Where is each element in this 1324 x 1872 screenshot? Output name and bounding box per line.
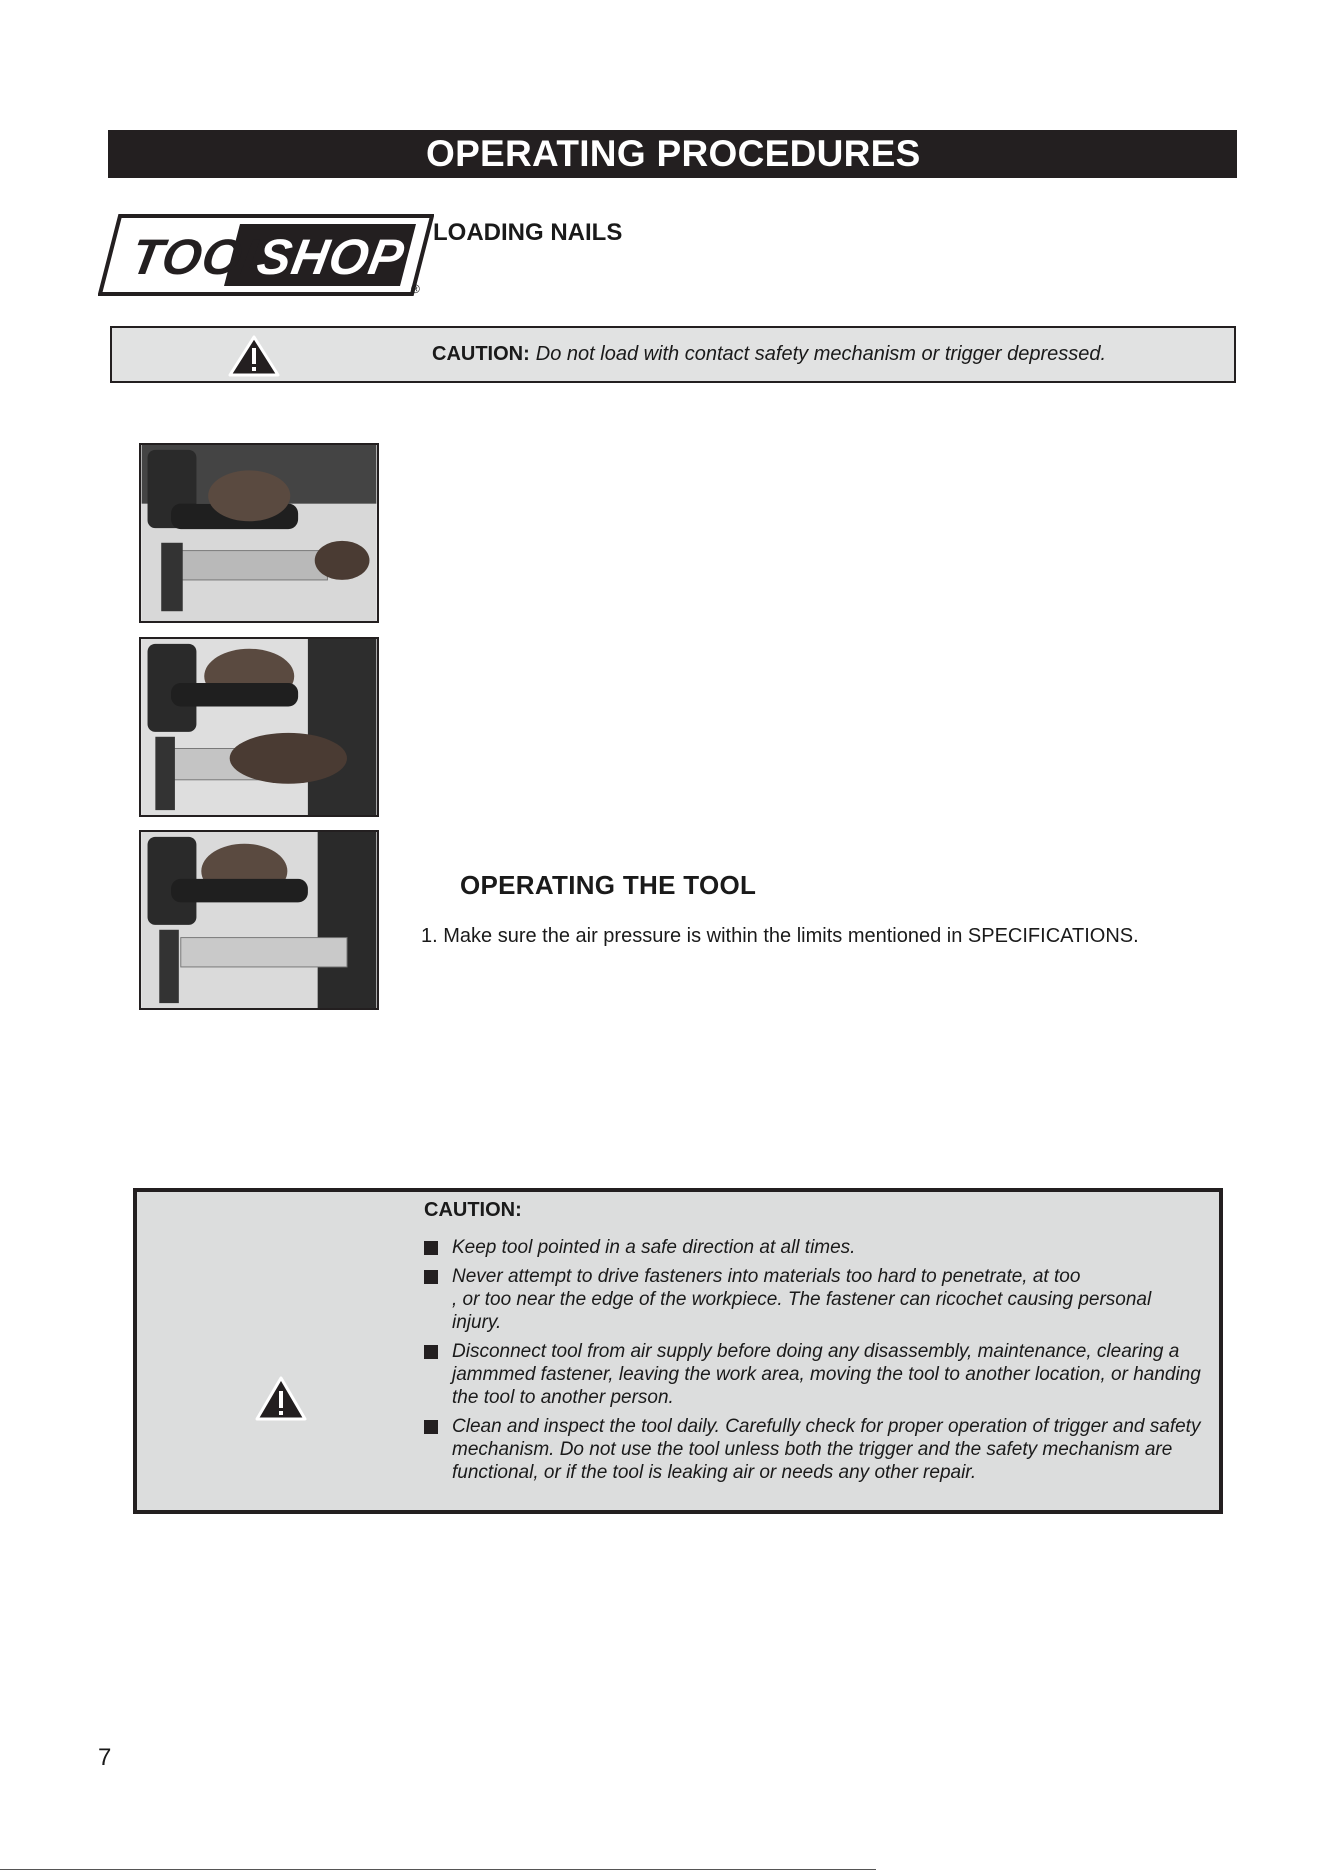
tool-loading-photo-1 <box>139 443 379 623</box>
tool-loading-photo-3 <box>139 830 379 1010</box>
section-header-bar <box>108 130 1237 178</box>
caution-label: CAUTION: <box>432 343 530 365</box>
warning-triangle-icon <box>255 1376 307 1422</box>
caution-label: CAUTION: <box>424 1199 522 1221</box>
caution-item-text: Clean and inspect the tool daily. Carefully check for proper operation of trigger and safety mechanism. Do not use the tool unless both the trigger and the safety mechanism are functional, or if the tool is leaking air or needs any other repair. <box>452 1416 1201 1483</box>
logo-text-tool: TOOL <box>127 229 279 285</box>
tool-loading-photo-2 <box>139 637 379 817</box>
tool-shop-logo <box>98 214 434 300</box>
square-bullet-icon <box>424 1420 438 1434</box>
caution-list <box>424 1236 1218 1490</box>
warning-triangle-icon <box>228 335 280 377</box>
page-number: 7 <box>98 1744 112 1771</box>
step-1-text: 1. Make sure the air pressure is within the limits mentioned in SPECIFICATIONS. <box>421 925 1139 947</box>
caution-item-text: Disconnect tool from air supply before doing any disassembly, maintenance, clearing a jammmed fastener, leaving the work area, moving the tool to another location, or handing the tool to another person. <box>452 1341 1201 1408</box>
square-bullet-icon <box>424 1345 438 1359</box>
page-title: OPERATING PROCEDURES <box>426 133 921 174</box>
bottom-divider <box>0 1869 876 1870</box>
caution-box-safety <box>133 1188 1223 1514</box>
caution-text: Do not load with contact safety mechanism or trigger depressed. <box>535 343 1107 365</box>
caution-box-loading <box>110 326 1236 383</box>
loading-nails-heading: LOADING NAILS <box>433 219 623 246</box>
caution-list-item <box>424 1236 1204 1259</box>
caution-item-text: Never attempt to drive fasteners into materials too hard to penetrate, at too , or too near the edge of the workpiece. The fastener can ricochet causing personal injury. <box>452 1266 1218 1333</box>
square-bullet-icon <box>424 1270 438 1284</box>
caution-message <box>432 328 1106 381</box>
caution-list-item <box>424 1340 1204 1409</box>
nail-gun-photo-illustration <box>141 639 377 815</box>
caution-list-item <box>424 1415 1204 1484</box>
nail-gun-photo-illustration <box>141 832 377 1008</box>
operating-the-tool-heading: OPERATING THE TOOL <box>460 870 757 900</box>
nail-gun-photo-illustration <box>141 445 377 621</box>
square-bullet-icon <box>424 1241 438 1255</box>
logo-text-shop: SHOP <box>253 229 409 285</box>
caution-item-text: Keep tool pointed in a safe direction at all times. <box>452 1237 856 1258</box>
registered-mark: ® <box>411 282 420 296</box>
caution-list-item <box>424 1265 1218 1334</box>
